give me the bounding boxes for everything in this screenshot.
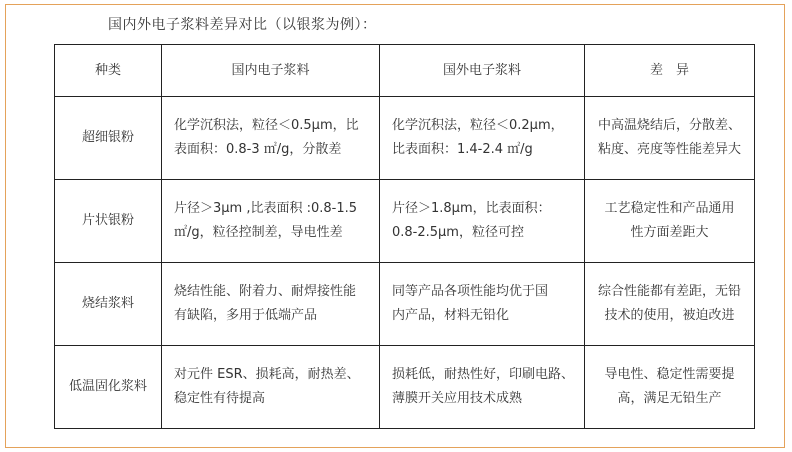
cell-line: 内产品，材料无铅化 [392,308,510,323]
cell-line: 片径＞3μm ,比表面积 :0.8-1.5 [174,201,358,216]
foreign-cell [380,97,585,180]
row-category: 片状银粉 [55,180,162,263]
difference-cell [585,180,755,263]
cell-line: 稳定性有待提高 [174,391,266,406]
cell-line: 0.8-2.5μm，粒径可控 [392,225,524,240]
domestic-cell [162,346,380,429]
table-row [55,97,755,180]
cell-line: 比表面积：1.4-2.4 ㎡/g [392,142,533,157]
header-difference: 差 异 [585,45,755,97]
table-row [55,180,755,263]
table-header-row [55,45,755,97]
difference-cell [585,346,755,429]
cell-line: 高，满足无铅生产 [617,391,722,406]
cell-line: 损耗低，耐热性好，印刷电路、 [392,367,575,382]
cell-line: 粘度、亮度等性能差异大 [597,142,741,157]
foreign-cell [380,180,585,263]
comparison-table [54,44,755,429]
cell-line: 中高温烧结后，分散差、 [597,118,741,133]
table-row [55,346,755,429]
difference-cell [585,263,755,346]
cell-line: 导电性、稳定性需要提 [604,367,735,382]
cell-line: 表面积：0.8-3 ㎡/g，分散差 [174,142,342,157]
cell-line: 有缺陷，多用于低端产品 [174,308,318,323]
domestic-cell [162,97,380,180]
row-category: 烧结浆料 [55,263,162,346]
row-category: 低温固化浆料 [55,346,162,429]
cell-line: 化学沉积法，粒径＜0.2μm， [392,118,564,133]
cell-line: 工艺稳定性和产品通用 [604,201,735,216]
cell-line: 技术的使用，被迫改进 [604,308,735,323]
cell-line: 对元件 ESR、损耗高，耐热差、 [174,367,360,382]
header-category: 种类 [55,45,162,97]
difference-cell [585,97,755,180]
cell-line: 片径＞1.8μm，比表面积： [392,201,551,216]
cell-line: 性方面差距大 [630,225,709,240]
cell-line: 同等产品各项性能均优于国 [392,284,549,299]
cell-line: 综合性能都有差距，无铅 [597,284,741,299]
row-category: 超细银粉 [55,97,162,180]
cell-line: ㎡/g，粒径控制差，导电性差 [174,225,343,240]
cell-line: 薄膜开关应用技术成熟 [392,391,523,406]
domestic-cell [162,263,380,346]
table-row [55,263,755,346]
document-title: 国内外电子浆料差异对比（以银浆为例）： [108,17,377,33]
domestic-cell [162,180,380,263]
header-domestic: 国内电子浆料 [162,45,380,97]
cell-line: 烧结性能、附着力、耐焊接性能 [174,284,357,299]
foreign-cell [380,346,585,429]
cell-line: 化学沉积法，粒径＜0.5μm，比 [174,118,359,133]
header-foreign: 国外电子浆料 [380,45,585,97]
foreign-cell [380,263,585,346]
